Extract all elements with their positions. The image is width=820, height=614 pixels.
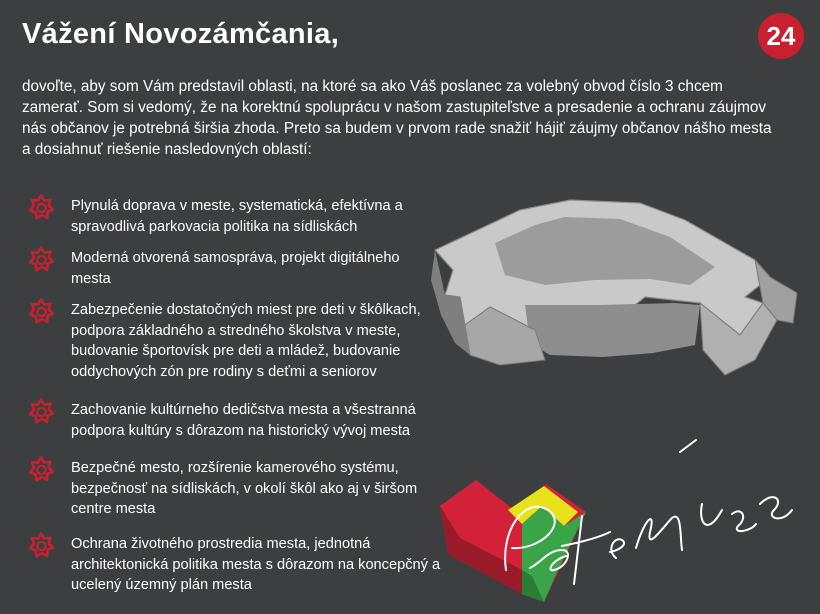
page-title: Vážení Novozámčania, [22,18,340,50]
star-outline-icon [28,298,54,324]
star-outline-icon [28,246,54,272]
star-outline-icon [28,398,54,424]
list-item-text: Bezpečné mesto, rozšírenie kamerového systému, bezpečnosť na sídliskách, v okolí škôl ako aj v širšom centre mesta [71,460,418,517]
logo-24-badge [757,12,805,60]
star-outline-icon [28,532,54,558]
signature [470,400,810,610]
list-item-text: Ochrana životného prostredia mesta, jednotná architektonická politika mesta s dôrazom na koncepčný a ucelený územný plán mesta [71,536,441,593]
list-item-text: Zabezpečenie dostatočných miest pre deti v škôlkach, podpora základného a stredného školstva v meste, budovanie športovísk pre deti a mládež, budovanie oddychových zón pre rodiny s deťmi a seniorov [71,302,421,380]
fortress-illustration [425,185,815,395]
badge-label: 24 [766,21,796,51]
star-outline-icon [28,456,54,482]
list-item-text: Moderná otvorená samospráva, projekt digitálneho mesta [71,250,400,287]
list-item-text: Zachovanie kultúrneho dedičstva mesta a všestranná podpora kultúry s dôrazom na historický vývoj mesta [71,402,416,439]
star-outline-icon [28,194,54,220]
list-item-text: Plynulá doprava v meste, systematická, efektívna a spravodlivá parkovacia politika na sídliskách [71,198,403,235]
intro-paragraph: dovoľte, aby som Vám predstavil oblasti, na ktoré sa ako Váš poslanec za volebný obvod číslo 3 chcem zamerať. Som si vedomý, že na korektnú spoluprácu v našom zastupiteľstve a presadenie a ochranu záujmov nás občanov je potrebná širšia zhoda. Preto sa budem v prvom rade snažiť hájiť záujmy občanov nášho mesta a dosiahnuť riešenie nasledovných oblastí: [22,78,772,158]
